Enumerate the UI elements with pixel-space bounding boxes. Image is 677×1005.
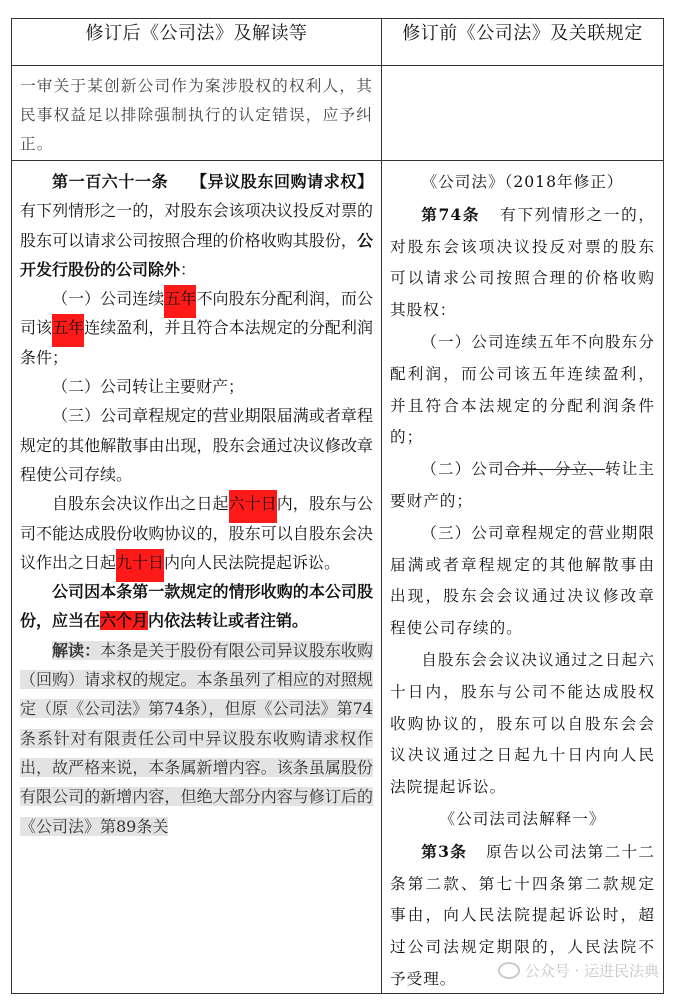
watermark-text: 公众号 · 运进民法典 (524, 962, 659, 980)
paragraph-2: 自股东会决议作出之日起六十日内，股东与公司不能达成股份收购协议的，股东可以自股东会决议作出之日起九十日内向人民法院提起诉讼。 (20, 489, 373, 577)
wechat-icon (498, 962, 520, 979)
prev-left-text: 一审关于某创新公司作为案涉股权的权利人，其民事权益足以排除强制执行的认定错误，应予纠正。 (20, 77, 373, 153)
article-title: 【异议股东回购请求权】 (190, 172, 373, 191)
left-article-cell (12, 161, 382, 994)
watermark (498, 960, 659, 981)
item-2: （二）公司转让主要财产； (52, 377, 245, 397)
interpretation-label: 解读： (52, 640, 101, 660)
interpretation-text: 本条是关于股份有限公司异议股东收购（回购）请求权的规定。本条虽列了相应的对照规定（原《公司法》第74条），但原《公司法》第74条系针对有限责任公司中异议股东收购请求权作出，故严格来说，本条属新增内容。该条虽属股份有限公司的新增内容，但绝大部分内容与修订后的《公司法》第89条关 (20, 640, 373, 836)
item-3: （三）公司章程规定的营业期限届满或者章程规定的其他解散事由出现，股东会通过决议修改章程使公司存续。 (20, 406, 373, 484)
highlight-five-years: 五年 (164, 285, 196, 318)
interpretation-article: 第3条 原告以公司法第二十二条第二款、第七十四条第二款规定事由，向人民法院提起诉讼时，超过公司法规定期限的，人民法院不予受理。 (390, 841, 655, 988)
prev-right-cell (382, 66, 664, 161)
deleted-text: 合并、分立、 (504, 460, 605, 479)
comparison-table (11, 18, 664, 994)
highlight-six-months: 六个月 (100, 611, 149, 631)
highlight-ninety-days: 九十日 (116, 549, 164, 582)
right-article-cell (382, 161, 664, 994)
interpretation-title: 《公司法司法解释一》 (439, 809, 606, 828)
right-article-number: 第74条 (421, 204, 481, 224)
table-row (12, 161, 664, 994)
law-title: 《公司法》（2018年修正） (421, 173, 624, 191)
paragraph-3: 公司因本条第一款规定的情形收购的本公司股份，应当在六个月内依法转让或者注销。 (20, 582, 373, 631)
table-row (12, 66, 664, 161)
right-paragraph-2: 自股东会会议决议通过之日起六十日内，股东与公司不能达成股权收购协议的，股东可以自股东会会议决议通过之日起九十日内向人民法院提起诉讼。 (390, 650, 655, 797)
highlight-five-years: 五年 (52, 314, 84, 347)
article-number: 第一百六十一条 (52, 172, 169, 191)
interpretation (20, 636, 373, 841)
right-item-2: （二）公司合并、分立、转让主要财产的； (390, 460, 655, 510)
header-right: 修订前《公司法》及关联规定 (382, 19, 664, 66)
table-header-row (12, 19, 664, 66)
right-item-1: （一）公司连续五年不向股东分配利润，而公司该五年连续盈利，并且符合本法规定的分配利润条件的； (390, 332, 655, 447)
highlight-sixty-days: 六十日 (229, 490, 277, 523)
prev-left-cell (12, 66, 382, 161)
header-left: 修订后《公司法》及解读等 (12, 19, 382, 66)
article-intro: 第一百六十一条 【异议股东回购请求权】有下列情形之一的，对股东会该项决议投反对票的股东可以请求公司按照合理的价格收购其股份，公开发行股份的公司除外： (20, 172, 373, 279)
right-item-3: （三）公司章程规定的营业期限届满或者章程规定的其他解散事由出现，股东会会议通过决议修改章程使公司存续的。 (390, 523, 655, 638)
article-bold-clause: 公开发行股份的公司除外 (20, 230, 373, 279)
interpretation-article-number: 第3条 (421, 841, 468, 861)
item-1: （一）公司连续五年不向股东分配利润，而公司该五年连续盈利，并且符合本法规定的分配利润条件； (20, 284, 373, 372)
right-article-intro: 第74条 有下列情形之一的，对股东会该项决议投反对票的股东可以请求公司按照合理的价格收购其股权： (390, 204, 655, 320)
